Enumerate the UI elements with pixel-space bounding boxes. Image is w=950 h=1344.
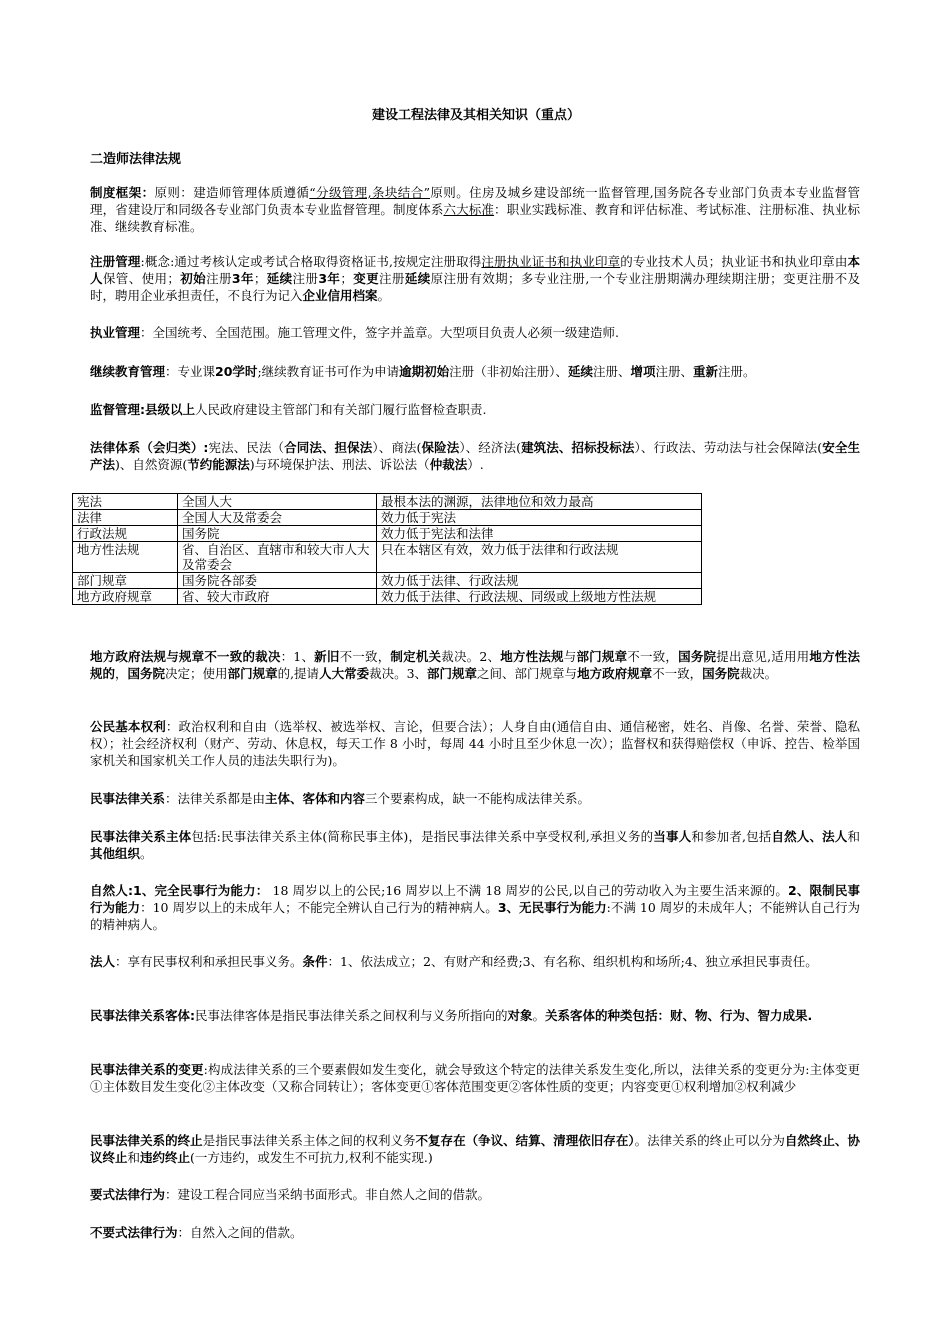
paragraph-informal-act: 不要式法律行为：自然入之间的借款。 (90, 1225, 303, 1240)
paragraph-relation-change: 民事法律关系的变更:构成法律关系的三个要素假如发生变化，就会导致这个特定的法律关系发生变化,所以，法律关系的变更分为:主体变更①主体数目发生变化②主体改变（又称合同转让）；客体变更①客体范围变更②客体性质的变更；内容变更①权利增加②权利减少 (90, 1062, 860, 1094)
paragraph-legal-person: 法人：享有民事权利和承担民事义务。条件：1、依法成立；2、有财产和经费;3、有名称、组织机构和场所;4、独立承担民事责任。 (90, 954, 818, 969)
paragraph-supervision: 监督管理:县级以上人民政府建设主管部门和有关部门履行监督检查职责. (90, 402, 487, 417)
paragraph-formal-act: 要式法律行为：建设工程合同应当采纳书面形式。非自然人之间的借款。 (90, 1187, 491, 1202)
table-row: 地方性法规 省、自治区、直辖市和较大市人大及常委会 只在本辖区有效，效力低于法律和行政法规 (73, 542, 702, 573)
table-row: 行政法规 国务院 效力低于宪法和法律 (73, 526, 702, 542)
section-heading: 二造师法律法规 (90, 152, 182, 167)
paragraph-system-framework: 制度框架：原则：建造师管理体质遵循“分级管理,条块结合”原则。住房及城乡建设部统一监督管理,国务院各专业部门负责本专业监督管理，省建设厅和同级各专业部门负责本专业监督管理。制度体系六大标准：职业实践标准、教育和评估标准、考试标准、注册标准、执业标准、继续教育标准。 (90, 185, 860, 234)
paragraph-civil-object: 民事法律关系客体:民事法律客体是指民事法律关系之间权利与义务所指向的对象。关系客体的种类包括：财、物、行为、智力成果. (90, 1008, 813, 1023)
paragraph-relation-termination: 民事法律关系的终止是指民事法律关系主体之间的权利义务不复存在（争议、结算、清理依旧存在）。法律关系的终止可以分为自然终止、协议终止和违约终止(一方违约，或发生不可抗力,权利不能实现.) (90, 1133, 860, 1165)
table-row: 部门规章 国务院各部委 效力低于法律、行政法规 (73, 573, 702, 589)
table-row: 宪法 全国人大 最根本法的渊源，法律地位和效力最高 (73, 494, 702, 510)
paragraph-civil-subject: 民事法律关系主体包括:民事法律关系主体(简称民事主体)，是指民事法律关系中享受权利,承担义务的当事人和参加者,包括自然人、法人和其他组织。 (90, 829, 860, 861)
paragraph-conflict-ruling: 地方政府法规与规章不一致的裁决：1、新旧不一致，制定机关裁决。2、地方性法规与部门规章不一致，国务院提出意见,适用用地方性法规的，国务院决定；使用部门规章的,提请人大常委裁决。3、部门规章之间、部门规章与地方政府规章不一致，国务院裁决。 (90, 649, 860, 681)
document-title: 建设工程法律及其相关知识（重点） (371, 108, 580, 123)
law-hierarchy-table (72, 493, 702, 605)
paragraph-legal-system: 法律体系（会归类）:宪法、民法（合同法、担保法）、商法(保险法）、经济法(建筑法、招标投标法）、行政法、劳动法与社会保障法(安全生产法)、自然资源(节约能源法)与环境保护法、刑法、诉讼法（仲裁法）. (90, 440, 860, 472)
paragraph-registration: 注册管理:概念:通过考核认定或考试合格取得资格证书,按规定注册取得注册执业证书和执业印章的专业技术人员；执业证书和执业印章由本人保管、使用；初始注册3年；延续注册3年；变更注册延续原注册有效期；多专业注册,一个专业注册期满办理续期注册；变更注册不及时，聘用企业承担责任，不良行为记入企业信用档案。 (90, 254, 860, 303)
table-row: 法律 全国人大及常委会 效力低于宪法 (73, 510, 702, 526)
paragraph-natural-person: 自然人:1、完全民事行为能力： 18 周岁以上的公民;16 周岁以上不满 18 周岁的公民,以自己的劳动收入为主要生活来源的。2、限制民事行为能力：10 周岁以上的未成年人；不能完全辨认自己行为的精神病人。3、无民事行为能力:不满 10 周岁的未成年人；不能辨认自己行为的精神病人。 (90, 883, 860, 932)
paragraph-practice: 执业管理：全国统考、全国范围。施工管理文件，签字并盖章。大型项目负责人必须一级建造师. (90, 325, 619, 340)
paragraph-citizen-rights: 公民基本权利：政治权利和自由（选举权、被选举权、言论，但要合法）；人身自由(通信自由、通信秘密，姓名、肖像、名誉、荣誉、隐私权）；社会经济权利（财产、劳动、休息权，每天工作 8 小时，每周 44 小时且至少休息一次）；监督权和获得赔偿权（申诉、控告、检举国家机关和国家机关工作人员的违法失职行为)。 (90, 719, 860, 768)
paragraph-continuing-education: 继续教育管理：专业课20学时;继续教育证书可作为申请逾期初始注册（非初始注册）、延续注册、增项注册、重新注册。 (90, 364, 756, 379)
paragraph-civil-relation: 民事法律关系：法律关系都是由主体、客体和内容三个要素构成，缺一不能构成法律关系。 (90, 791, 591, 806)
table-row: 地方政府规章 省、较大市政府 效力低于法律、行政法规、同级或上级地方性法规 (73, 589, 702, 605)
